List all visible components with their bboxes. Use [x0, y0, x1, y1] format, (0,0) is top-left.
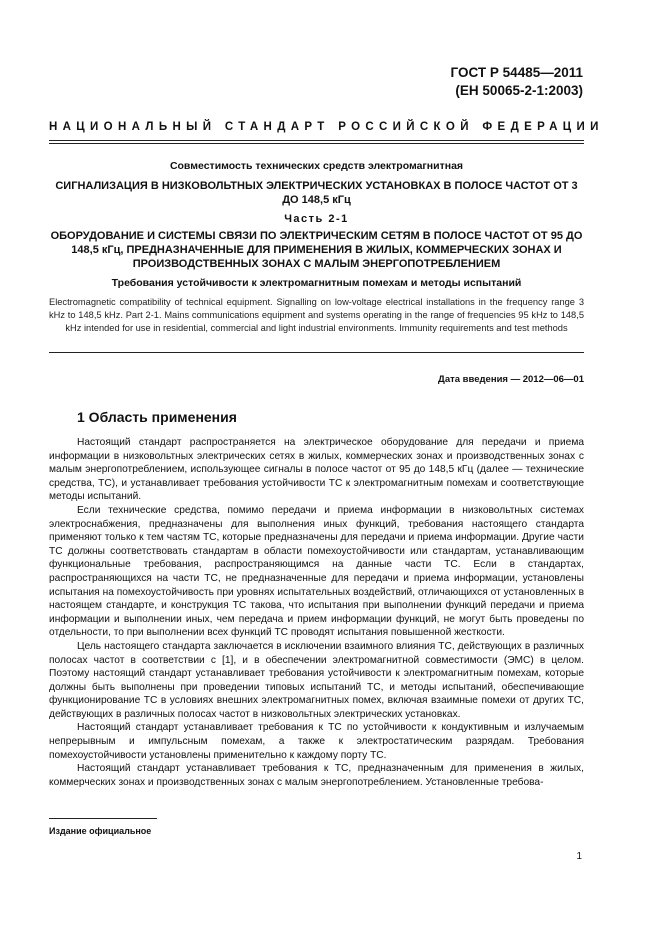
document-number: ГОСТ Р 54485—2011	[450, 65, 583, 80]
divider-top	[49, 140, 584, 141]
official-edition-label: Издание официальное	[49, 826, 152, 836]
footnote-divider	[49, 818, 157, 819]
divider-top-thin	[49, 143, 584, 144]
document-number-block	[451, 64, 583, 100]
document-number-en: (ЕН 50065-2-1:2003)	[455, 83, 583, 98]
english-title: Electromagnetic compatibility of technical equipment. Signalling on low-voltage electrical installations in the frequency range 3 kHz to 148,5 kHz. Part 2-1. Mains communications equipment and systems operating in the range of frequencies 95 kHz to 148,5 kHz intended for use in residential, commercial and light industrial environments. Immunity requirements and test methods	[49, 297, 584, 334]
national-standard-banner: НАЦИОНАЛЬНЫЙ СТАНДАРТ РОССИЙСКОЙ ФЕДЕРАЦИИ	[49, 121, 604, 133]
paragraph: Настоящий стандарт устанавливает требования к ТС по устойчивости к кондуктивным и излучаемым непрерывным и импульсным помехам, а также к электростатическим разрядам. Требования помехоустойчивости установлены применительно к каждому порту ТС.	[49, 722, 584, 761]
paragraph: Цель настоящего стандарта заключается в исключении взаимного влияния ТС, действующих в различных полосах частот в соответствии с [1], и в обеспечении электромагнитной совместимости (ЭМС) в целом. Поэтому настоящий стандарт устанавливает требования устойчивости к электромагнитным помехам, которые должны быть выполнены при проведении типовых испытаний ТС, и методы испытаний, обеспечивающие функционирование ТС в условиях внешних электромагнитных помех, включая взаимные помехи от других ТС, действующих в различных полосах частот в низковольтных электрических установках.	[49, 640, 584, 720]
section-heading: 1 Область применения	[77, 409, 237, 425]
paragraph: Если технические средства, помимо передачи и приема информации в низковольтных системах электроснабжения, предназначены для выполнения иных функций, требования настоящего стандарта применяют только к тем частям ТС, которые предназначены для передачи и приема информации. Другие части ТС должны соответствовать стандартам в области помехоустойчивости или стандартам, устанавливающим функциональные требования, распространяющимся на данные части ТС. Если в стандартах, распространяющихся на части ТС, не предназначенные для передачи и приема информации, установлены испытания на помехоустойчивость при уровнях испытательных воздействий, отличающихся от установленных в настоящем стандарте, и конструкция ТС такова, что испытания при выполнении функций передачи и приема информации и выполнении иных, чем передача и прием информации функций, не могут быть проведены по отдельности, то при выполнении всех функций ТС проводят испытания повышенной жесткости.	[49, 504, 584, 639]
page-number: 1	[576, 851, 582, 862]
date-introduced: Дата введения — 2012—06—01	[438, 374, 584, 385]
section-body	[49, 436, 584, 789]
title-line-1: Совместимость технических средств электромагнитная	[169, 160, 464, 172]
title-line-3: ОБОРУДОВАНИЕ И СИСТЕМЫ СВЯЗИ ПО ЭЛЕКТРИЧЕСКИМ СЕТЯМ В ПОЛОСЕ ЧАСТОТ ОТ 95 ДО 148,5 кГц, ПРЕДНАЗНАЧЕННЫЕ ДЛЯ ПРИМЕНЕНИЯ В ЖИЛЫХ, КОММЕРЧЕСКИХ ЗОНАХ И ПРОИЗВОДСТВЕННЫХ ЗОНАХ С МАЛЫМ ЭНЕРГОПОТРЕБЛЕНИЕМ	[50, 230, 583, 270]
title-part: Часть 2-1	[284, 213, 349, 225]
paragraph: Настоящий стандарт устанавливает требования к ТС, предназначенным для применения в жилых, коммерческих зонах и производственных зонах с малым энергопотреблением. Установленные требова-	[49, 763, 584, 788]
title-line-4: Требования устойчивости к электромагнитным помехам и методы испытаний	[111, 277, 522, 289]
title-line-2: СИГНАЛИЗАЦИЯ В НИЗКОВОЛЬТНЫХ ЭЛЕКТРИЧЕСКИХ УСТАНОВКАХ В ПОЛОСЕ ЧАСТОТ ОТ 3 ДО 148,5 кГц	[55, 180, 578, 206]
paragraph: Настоящий стандарт распространяется на электрическое оборудование для передачи и приема информации в низковольтных электрических сетях в жилых, коммерческих зонах и производственных зонах с малым энергопотреблением, использующее сигналы в полосе частот от 95 до 148,5 кГц (далее — технические средства, ТС), и устанавливает требования устойчивости ТС к электромагнитным помехам и соответствующие методы испытаний.	[49, 437, 584, 503]
divider-title-bottom	[49, 352, 584, 353]
